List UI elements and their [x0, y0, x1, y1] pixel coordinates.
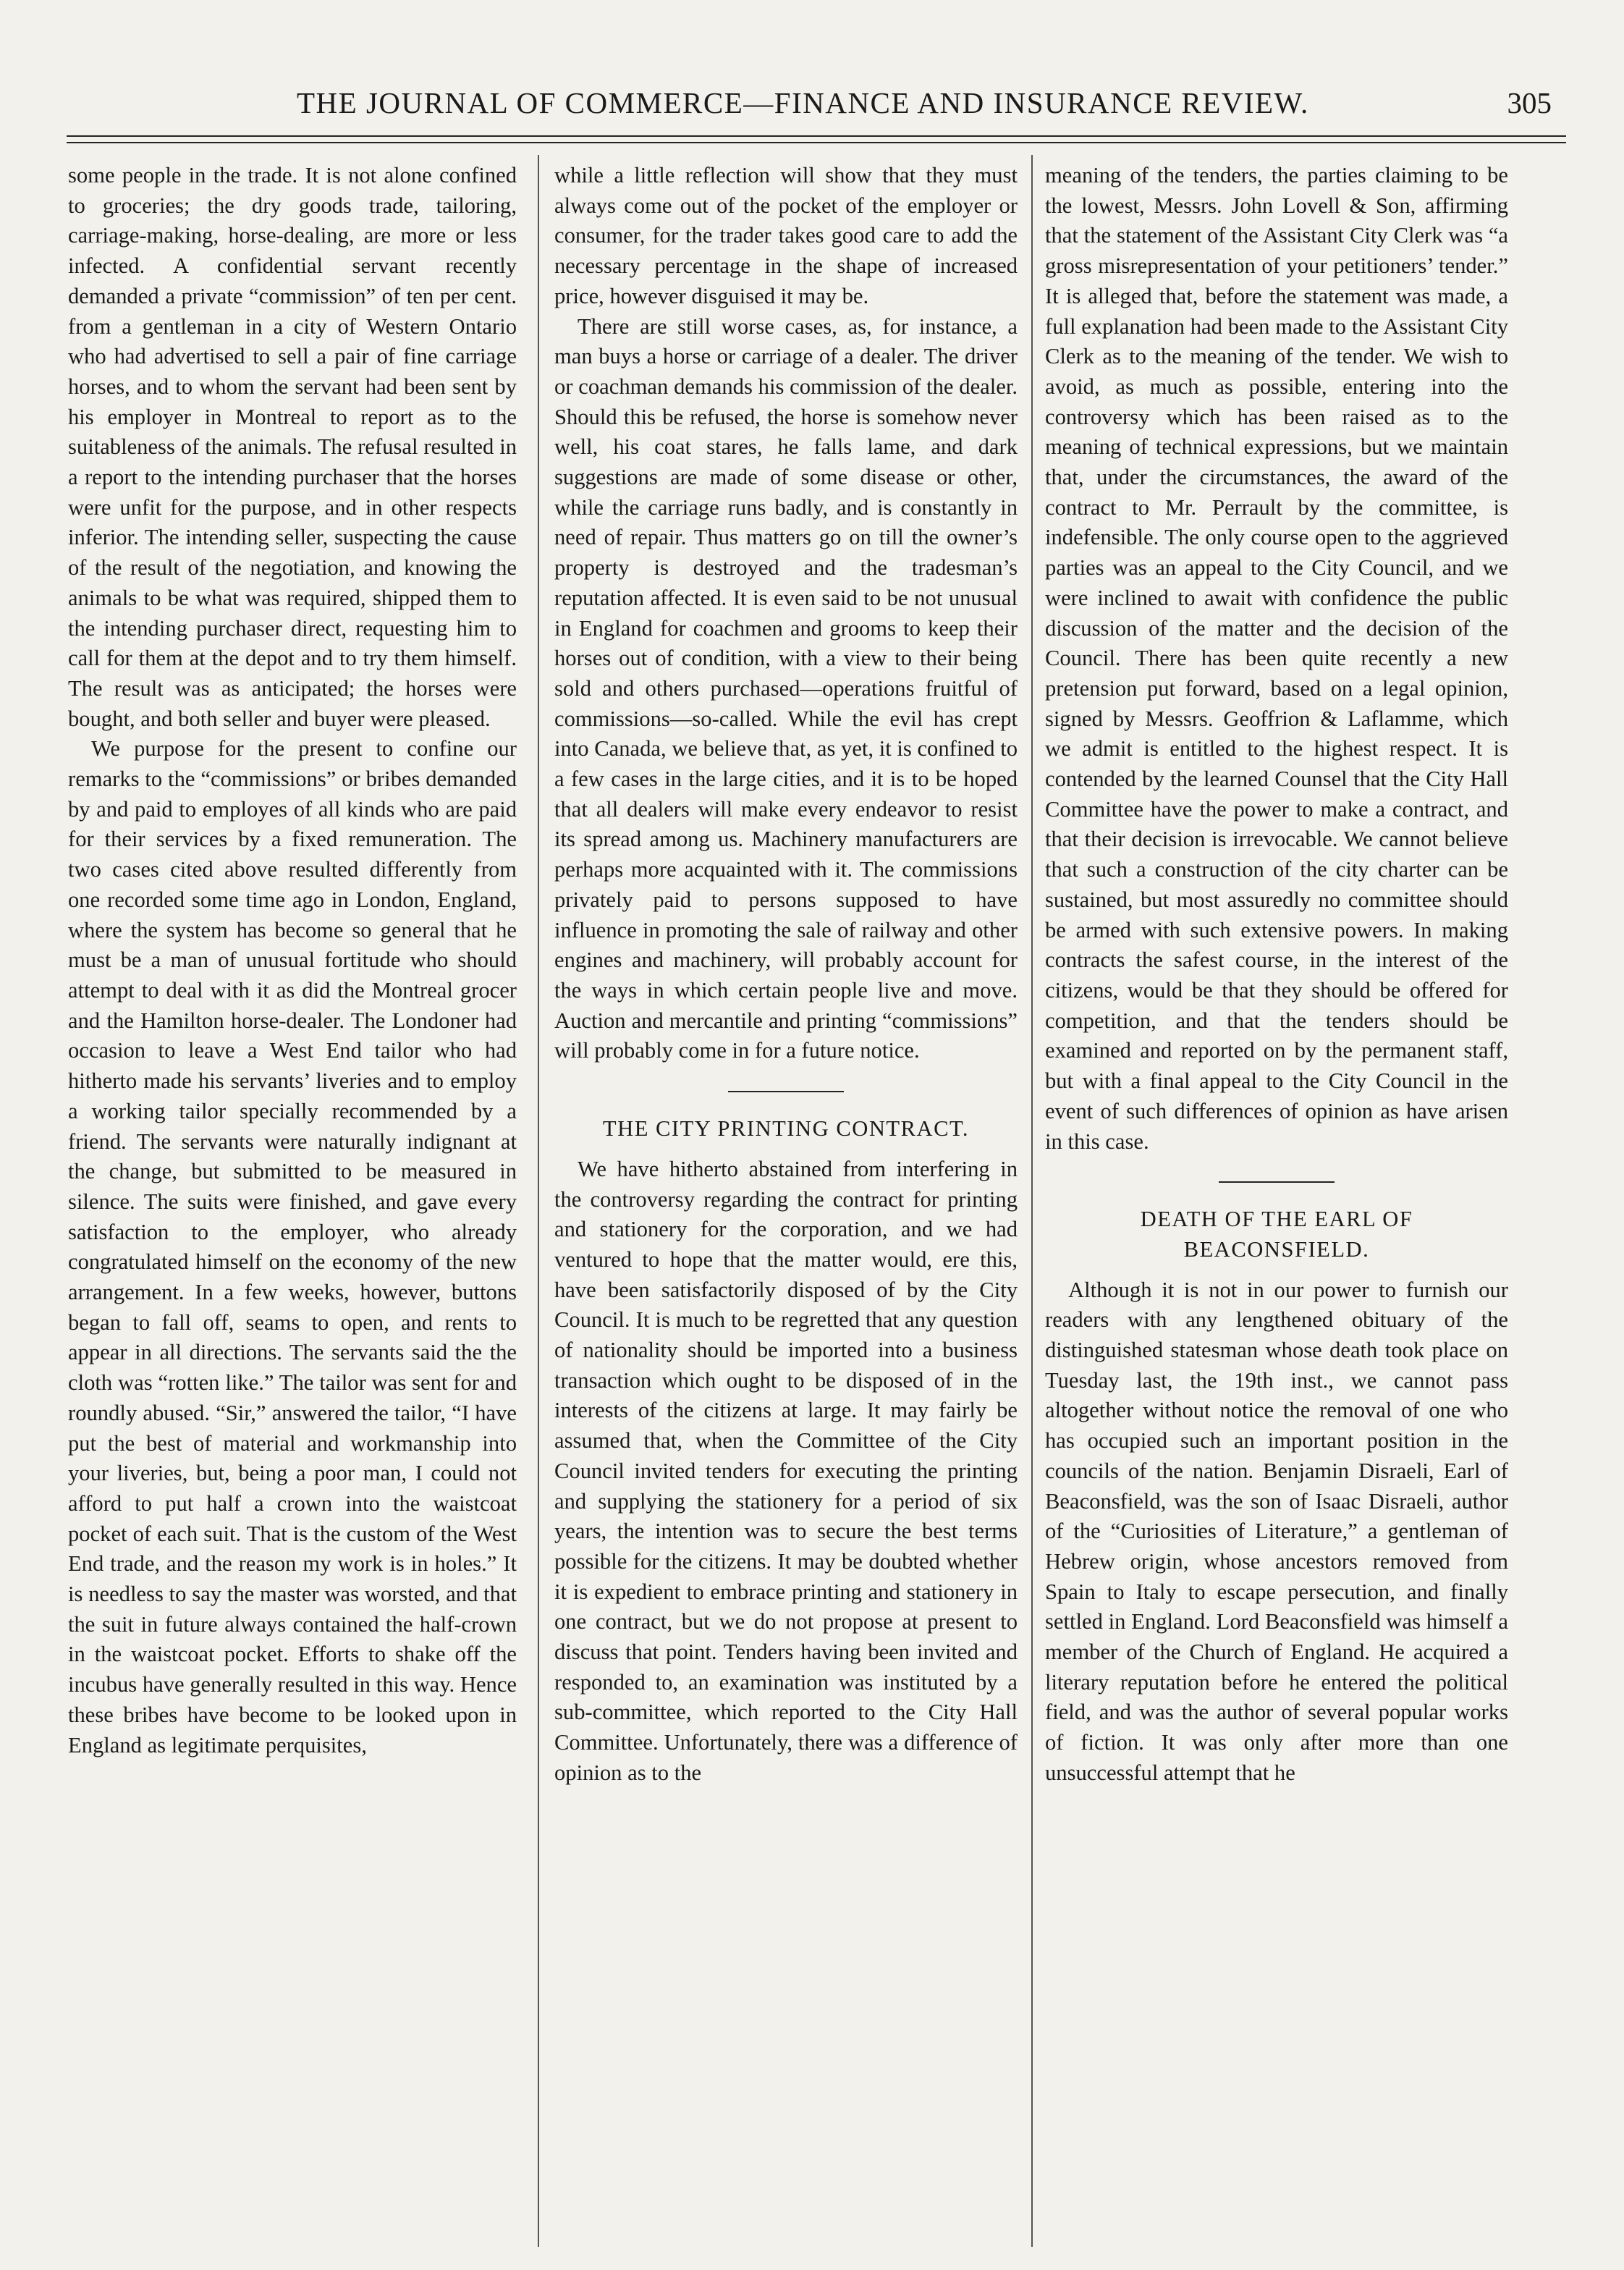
col1-paragraph-2: We purpose for the present to confine our remarks to the “commissions” or bribes demanded by and paid to employes of all kinds who are paid for their services by a fixed remuneration. The two cases cited above resulted differently from one recorded some time ago in London, England, where the system has become so general that he must be a man of unusual fortitude who should attempt to deal with it as did the Montreal grocer and the Hamilton horse-dealer. The Londoner had occasion to leave a West End tailor who had hitherto made his servants’ liveries and to employ a working tailor specially recommended by a friend. The servants were naturally indignant at the change, but submitted to be measured in silence. The suits were finished, and gave every satisfaction to the employer, who already congratulated himself on the economy of the new arrangement. In a few weeks, however, buttons began to fall off, seams to open, and rents to appear in all directions. The servants said the the cloth was “rotten like.” The tailor was sent for and roundly abused. “Sir,” answered the tailor, “I have put the best of material and workmanship into your liveries, but, being a poor man, I could not afford to put half a crown into the waistcoat pocket of each suit. That is the custom of the West End trade, and the reason my work is in holes.” It is needless to say the master was worsted, and that the suit in future always contained the half-crown in the waistcoat pocket. Efforts to shake off the incubus have generally resulted in this way. Hence these bribes have become to be looked upon in England as legitimate perquisites,	[68, 736, 517, 1758]
col3-paragraph-1: meaning of the tenders, the parties claiming to be the lowest, Messrs. John Lovell & Son, affirming that the statement of the Assistant City Clerk was “a gross misrepresentation of your petitioners’ tender.” It is alleged that, before the statement was made, a full explanation had been made to the Assistant City Clerk as to the meaning of the tender. We wish to avoid, as much as possible, entering into the controversy which has been raised as to the meaning of technical expressions, but we maintain that, under the circumstances, the award of the contract to Mr. Perrault by the committee, is indefensible. The only course open to the aggrieved parties was an appeal to the City Council, and we were inclined to await with confidence the public discussion of the matter and the decision of the Council. There has been quite recently a new pretension put forward, based on a legal opinion, signed by Messrs. Geoffrion & Laflamme, which we admit is entitled to the highest respect. It is contended by the learned Counsel that the City Hall Committee have the power to make a contract, and that their decision is irrevocable. We cannot believe that such a construction of the city charter can be sustained, but most assuredly no committee should be armed with such extensive powers. In making contracts the safest course, in the interest of the citizens, would be that they should be offered for competition, and that the tenders should be examined and reported on by the permanent staff, but with a final appeal to the City Council in the event of such differences of opinion as have arisen in this case.	[1045, 163, 1508, 1154]
column-2	[554, 161, 1018, 2245]
col1-paragraph-1: some people in the trade. It is not alone confined to groceries; the dry goods trade, tailoring, carriage-making, horse-dealing, are more or less infected. A confidential servant recently demanded a private “commission” of ten per cent. from a gentleman in a city of Western Ontario who had advertised to sell a pair of fine carriage horses, and to whom the servant had been sent by his employer in Montreal to report as to the suitableness of the animals. The refusal resulted in a report to the intending purchaser that the horses were unfit for the purpose, and in other respects inferior. The intending seller, suspecting the cause of the result of the negotiation, and knowing the animals to be what was required, shipped them to the intending purchaser direct, requesting him to call for them at the depot and to try them himself. The result was as anticipated; the horses were bought, and both seller and buyer were pleased.	[68, 163, 517, 731]
journal-title: THE JOURNAL OF COMMERCE—FINANCE AND INSURANCE REVIEW.	[297, 86, 1309, 119]
heading-death-of-beaconsfield: DEATH OF THE EARL OF BEACONSFIELD.	[1140, 1207, 1413, 1262]
col3-paragraph-2: Although it is not in our power to furnish our readers with any lengthened obituary of the distinguished statesman whose death took place on Tuesday last, the 19th inst., we cannot pass altogether without notice the removal of one who has occupied such an important position in the councils of the nation. Benjamin Disraeli, Earl of Beaconsfield, was the son of Isaac Disraeli, author of the “Curiosities of Literature,” a gentleman of Hebrew origin, whose ancestors removed from Spain to Italy to escape persecution, and finally settled in England. Lord Beaconsfield was himself a member of the Church of England. He acquired a literary reputation before he entered the political field, and was the author of several popular works of fiction. It was only after more than one unsuccessful attempt that he	[1045, 1277, 1508, 1785]
col2-paragraph-1: while a little reflection will show that they must always come out of the pocket of the employer or consumer, for the trader takes good care to add the necessary percentage in the shape of increased price, however disguised it may be.	[554, 163, 1018, 308]
col2-paragraph-3: We have hitherto abstained from interfering in the controversy regarding the contract for printing and stationery for the corporation, and we had ventured to hope that the matter would, ere this, have been satisfactorily disposed of by the City Council. It is much to be regretted that any question of nationality should be imported into a business transaction which ought to be disposed of in the interests of the citizens at large. It may fairly be assumed that, when the Committee of the City Council invited tenders for executing the printing and supplying the stationery for a period of six years, the intention was to secure the best terms possible for the citizens. It may be doubted whether it is expedient to embrace printing and stationery in one contract, but we do not propose at present to discuss that point. Tenders having been invited and responded to, an examination was instituted by a sub-committee, which reported to the City Hall Committee. Unfortunately, there was a difference of opinion as to the	[554, 1156, 1018, 1785]
page-number: 305	[1507, 86, 1552, 119]
column-1	[68, 161, 517, 2245]
section-separator	[728, 1091, 844, 1092]
header-rule-secondary	[67, 142, 1566, 143]
header-rule	[67, 135, 1566, 137]
col2-paragraph-2: There are still worse cases, as, for instance, a man buys a horse or carriage of a dealer. The driver or coachman demands his commission of the dealer. Should this be refused, the horse is somehow never well, his coat stares, he falls lame, and dark suggestions are made of some disease or other, while the carriage runs badly, and is constantly in need of repair. Thus matters go on till the owner’s property is destroyed and the tradesman’s reputation affected. It is even said to be not unusual in England for coachmen and grooms to keep their horses out of condition, with a view to their being sold and others purchased—operations fruitful of commissions—so-called. While the evil has crept into Canada, we believe that, as yet, it is confined to a few cases in the large cities, and it is to be hoped that all dealers will make every endeavor to resist its spread among us. Machinery manufacturers are perhaps more acquainted with it. The commissions privately paid to persons supposed to have influence in promoting the sale of railway and other engines and machinery, will probably account for the ways in which certain people live and move. Auction and mercantile and printing “commissions” will probably come in for a future notice.	[554, 313, 1018, 1063]
column-divider-right	[1031, 155, 1033, 2247]
column-divider-left	[538, 155, 539, 2247]
column-3	[1045, 161, 1508, 2245]
section-separator	[1219, 1181, 1335, 1183]
heading-city-printing-contract: THE CITY PRINTING CONTRACT.	[602, 1116, 970, 1142]
page-header	[65, 85, 1566, 136]
